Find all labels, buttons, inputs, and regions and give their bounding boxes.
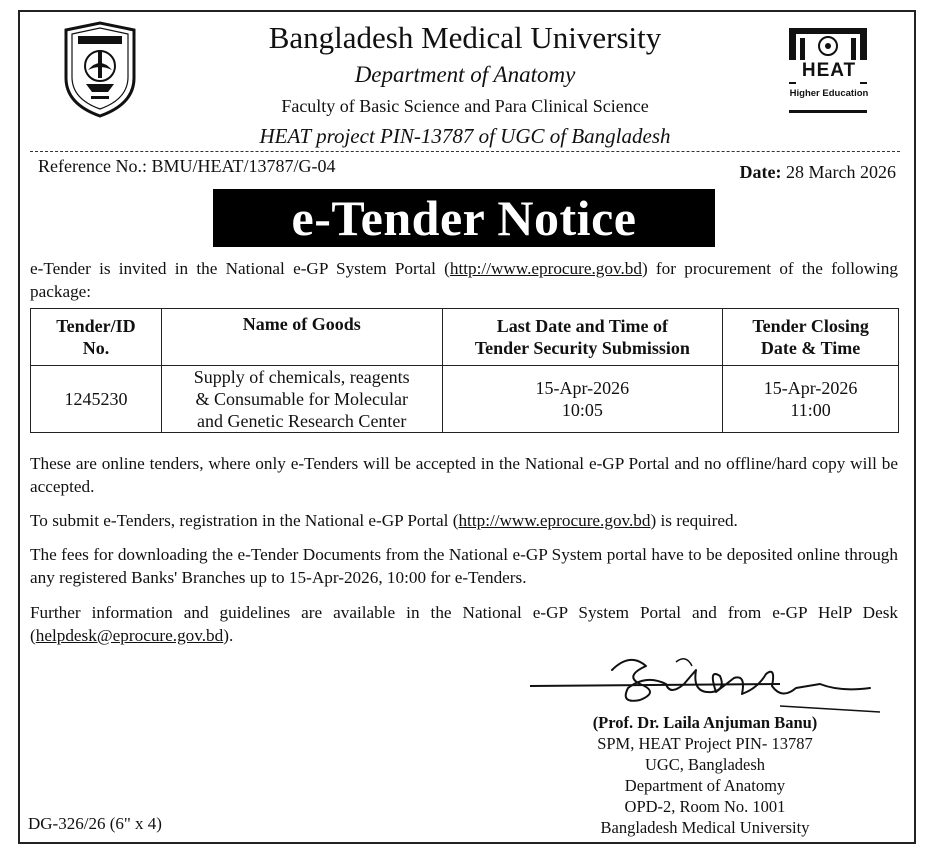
heat-logo-word: HEAT bbox=[783, 60, 875, 82]
signatory-name bbox=[520, 712, 890, 733]
university-seal-icon bbox=[58, 20, 142, 120]
cell-security-date: 15-Apr-2026 bbox=[535, 378, 630, 398]
cell-closing-time: 11:00 bbox=[790, 400, 831, 420]
table-header-row bbox=[31, 309, 899, 366]
signatory-line: Department of Anatomy bbox=[624, 776, 786, 795]
footer-code: DG-326/26 (6" x 4) bbox=[28, 814, 162, 833]
header-security-line1: Last Date and Time of bbox=[496, 316, 669, 336]
signature-icon bbox=[520, 648, 890, 718]
university-name: Bangladesh Medical University bbox=[268, 20, 662, 55]
header-closing-line2: Date & Time bbox=[760, 338, 861, 358]
header-divider bbox=[30, 151, 900, 152]
table-row bbox=[31, 366, 899, 433]
cell-security-time: 10:05 bbox=[561, 400, 603, 420]
signatory-line: OPD-2, Room No. 1001 bbox=[624, 797, 786, 816]
reference-number: Reference No.: BMU/HEAT/13787/G-04 bbox=[38, 156, 336, 176]
helpdesk-text-start: Further information and guidelines are available in the National e-GP System Portal and from e-GP HelP Desk ( bbox=[30, 603, 898, 645]
cell-tender-id: 1245230 bbox=[31, 366, 162, 433]
header-tender-id-line2: No. bbox=[82, 338, 110, 358]
heat-logo-caption: Higher Education bbox=[789, 88, 869, 99]
registration-paragraph bbox=[30, 509, 898, 532]
helpdesk-email-link[interactable]: helpdesk@eprocure.gov.bd bbox=[35, 626, 224, 645]
header-goods bbox=[161, 309, 442, 366]
department-name: Department of Anatomy bbox=[354, 62, 576, 87]
project-name: HEAT project PIN-13787 of UGC of Bangladesh bbox=[259, 124, 671, 148]
registration-text-end: ) is required. bbox=[650, 511, 738, 530]
online-tender-paragraph: These are online tenders, where only e-Tenders will be accepted in the National e-GP Portal and no offline/hard copy will be accepted. bbox=[30, 454, 898, 496]
cell-goods-line2: & Consumable for Molecular bbox=[195, 389, 408, 409]
helpdesk-text-end: ). bbox=[223, 626, 234, 645]
signatory-line: Bangladesh Medical University bbox=[600, 818, 810, 837]
intro-paragraph bbox=[30, 257, 898, 303]
header-security-line2: Tender Security Submission bbox=[474, 338, 690, 358]
header-security bbox=[442, 309, 723, 366]
helpdesk-paragraph bbox=[30, 601, 898, 647]
header-tender-id-line1: Tender/ID bbox=[56, 316, 136, 336]
fees-paragraph: The fees for downloading the e-Tender Documents from the National e-GP System portal have to be deposited online through any registered Banks' Branches up to 15-Apr-2026, 10:00 for e-Tenders. bbox=[30, 545, 898, 587]
heat-logo-icon bbox=[783, 24, 875, 120]
date-value: 28 March 2026 bbox=[786, 162, 896, 182]
notice-date bbox=[740, 162, 896, 183]
registration-text-start: To submit e-Tenders, registration in the National e-GP Portal ( bbox=[30, 511, 459, 530]
signatory-block bbox=[520, 712, 890, 838]
cell-goods bbox=[161, 366, 442, 433]
date-label: Date: bbox=[739, 162, 782, 182]
tender-table bbox=[30, 308, 899, 433]
header-closing bbox=[723, 309, 899, 366]
intro-text-start: e-Tender is invited in the National e-GP System Portal ( bbox=[30, 259, 450, 278]
eprocure-link-2[interactable]: http://www.eprocure.gov.bd bbox=[458, 511, 651, 530]
header-closing-line1: Tender Closing bbox=[752, 316, 869, 336]
faculty-name: Faculty of Basic Science and Para Clinical Science bbox=[281, 96, 649, 116]
cell-goods-line3: and Genetic Research Center bbox=[197, 411, 407, 431]
cell-closing bbox=[723, 366, 899, 433]
header-tender-id bbox=[31, 309, 162, 366]
signatory-name-text: (Prof. Dr. Laila Anjuman Banu) bbox=[592, 713, 818, 732]
cell-security bbox=[442, 366, 723, 433]
intro-text-end: ) for procurement of the following package: bbox=[30, 259, 898, 301]
signatory-line: SPM, HEAT Project PIN- 13787 bbox=[597, 734, 813, 753]
header-goods-line1: Name of Goods bbox=[242, 314, 361, 334]
eprocure-link[interactable]: http://www.eprocure.gov.bd bbox=[449, 259, 642, 278]
notice-title: e-Tender Notice bbox=[213, 189, 715, 247]
cell-goods-line1: Supply of chemicals, reagents bbox=[193, 367, 410, 387]
cell-closing-date: 15-Apr-2026 bbox=[763, 378, 858, 398]
signatory-line: UGC, Bangladesh bbox=[644, 755, 766, 774]
